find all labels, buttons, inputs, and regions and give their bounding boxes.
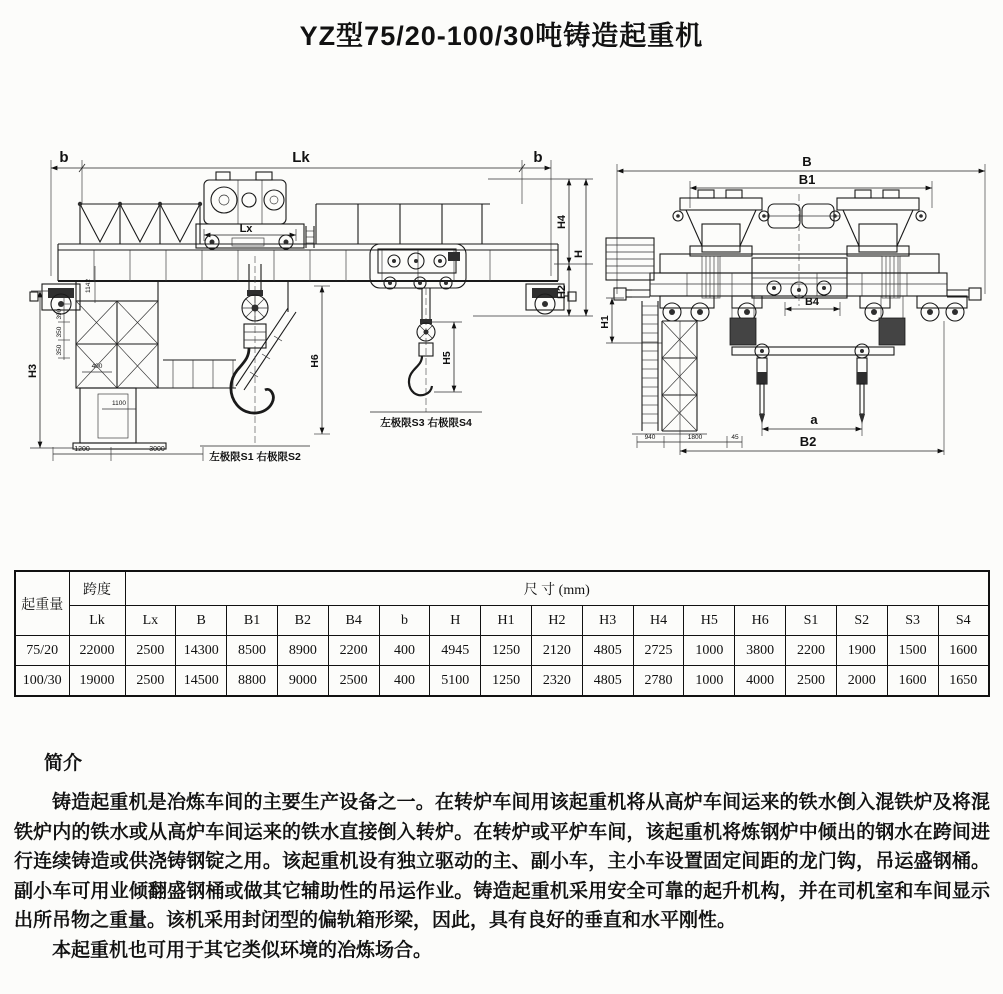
col-header-s1: S1 — [786, 606, 837, 636]
cell-value: 1650 — [938, 666, 989, 697]
dim-label-b-left: b — [59, 149, 69, 166]
cell-value: 8500 — [227, 636, 278, 666]
col-header-h3: H3 — [582, 606, 633, 636]
cell-value: 1500 — [887, 636, 938, 666]
col-header-h: H — [430, 606, 481, 636]
dim-label-400: 400 — [91, 363, 103, 370]
intro-paragraph-1: 铸造起重机是冶炼车间的主要生产设备之一。在转炉车间用该起重机将从高炉车间运来的铁水倒入混铁炉及将混铁炉内的铁水或从高炉车间运来的铁水直接倒入转炉。在转炉或平炉车间，该起重机将炼钢炉中倾出的钢水在跨间进行连续铸造或供浇铸钢锭之用。该起重机设有独立驱动的主、副小车，主小车设置固定间距的龙门钩，吊运盛钢桶。副小车可用业倾翻盛钢桶或做其它辅助性的吊运作业。铸造起重机采用安全可靠的起升机构，并在司机室和车间显示出所吊物之重量。该机采用封闭型的偏轨箱形梁，因此，具有良好的垂直和水平刚性。 — [14, 792, 990, 931]
cell-value: 2725 — [633, 636, 684, 666]
aux-hook-limit-label: 左极限S3 右极限S4 — [380, 417, 472, 429]
cell-value: 4805 — [582, 636, 633, 666]
col-header-b4: B4 — [328, 606, 379, 636]
dim-label-lx: Lx — [239, 223, 253, 235]
dim-label-350b: 350 — [56, 344, 63, 356]
cell-value: 8800 — [227, 666, 278, 697]
cell-value: 2120 — [532, 636, 583, 666]
cell-capacity: 100/30 — [15, 666, 69, 697]
dim-label-h4: H4 — [556, 214, 568, 230]
dim-label-a: a — [810, 412, 818, 427]
cell-value: 8900 — [277, 636, 328, 666]
col-header-lx: Lx — [125, 606, 176, 636]
dim-label-b4: B4 — [804, 296, 820, 308]
dim-label-b1: B1 — [798, 172, 816, 187]
cell-value: 1250 — [481, 636, 532, 666]
cell-value: 1900 — [836, 636, 887, 666]
dim-label-390: 390 — [56, 308, 63, 320]
dim-label-1200: 1200 — [74, 446, 90, 453]
cell-value: 2500 — [125, 666, 176, 697]
dim-label-940: 940 — [644, 434, 656, 441]
col-header-h1: H1 — [481, 606, 532, 636]
table-row — [15, 666, 989, 697]
dim-label-b-right: b — [533, 149, 543, 166]
cell-value: 1600 — [938, 636, 989, 666]
dim-label-h2: H2 — [556, 284, 568, 300]
dim-label-lk: Lk — [292, 149, 310, 166]
dim-label-h5: H5 — [441, 351, 453, 365]
col-header-h5: H5 — [684, 606, 735, 636]
col-header-s4: S4 — [938, 606, 989, 636]
cell-value: 2500 — [125, 636, 176, 666]
cell-value: 4805 — [582, 666, 633, 697]
cell-value: 1000 — [684, 636, 735, 666]
intro-section — [14, 748, 990, 965]
cell-value: 4945 — [430, 636, 481, 666]
col-header-dims-title: 尺 寸 (mm) — [125, 571, 989, 606]
dim-label-h6: H6 — [309, 354, 321, 368]
col-header-b: B — [176, 606, 227, 636]
table-body — [15, 636, 989, 697]
dim-label-1100: 1100 — [112, 400, 126, 407]
cell-value: 22000 — [69, 636, 125, 666]
cell-value: 5100 — [430, 666, 481, 697]
dim-label-h3: H3 — [27, 363, 39, 379]
dim-label-350a: 350 — [56, 326, 63, 338]
cell-value: 400 — [379, 636, 430, 666]
col-header-b: b — [379, 606, 430, 636]
intro-heading: 简介 — [44, 753, 83, 774]
cell-value: 400 — [379, 666, 430, 697]
col-header-span: 跨度 — [69, 571, 125, 606]
dim-label-1142: 1142 — [85, 279, 92, 293]
col-header-h4: H4 — [633, 606, 684, 636]
intro-paragraph-2: 本起重机也可用于其它类似环境的冶炼场合。 — [52, 939, 433, 961]
cell-value: 19000 — [69, 666, 125, 697]
dim-label-h1: H1 — [599, 315, 611, 329]
cell-value: 1000 — [684, 666, 735, 697]
table-header-row-1 — [15, 571, 989, 606]
dimension-table — [14, 570, 990, 697]
col-header-h6: H6 — [735, 606, 786, 636]
cell-value: 14500 — [176, 666, 227, 697]
dim-label-1800: 1800 — [687, 434, 703, 441]
dim-label-b: B — [802, 154, 812, 169]
table-dim-header-row — [15, 606, 989, 636]
col-header-lk: Lk — [69, 606, 125, 636]
cell-value: 2780 — [633, 666, 684, 697]
cell-value: 2500 — [328, 666, 379, 697]
crane-front-view-drawing — [18, 136, 603, 488]
col-header-capacity: 起重量 — [15, 571, 69, 636]
col-header-s3: S3 — [887, 606, 938, 636]
main-hook-limit-label: 左极限S1 右极限S2 — [209, 451, 301, 463]
cell-value: 14300 — [176, 636, 227, 666]
cell-value: 2500 — [786, 666, 837, 697]
col-header-h2: H2 — [532, 606, 583, 636]
cell-value: 2200 — [786, 636, 837, 666]
cell-value: 2320 — [532, 666, 583, 697]
dim-label-b2: B2 — [799, 434, 817, 449]
cell-value: 1250 — [481, 666, 532, 697]
dim-label-3000: 3000 — [149, 446, 165, 453]
dim-label-h: H — [573, 250, 585, 258]
cell-capacity: 75/20 — [15, 636, 69, 666]
cell-value: 3800 — [735, 636, 786, 666]
col-header-s2: S2 — [836, 606, 887, 636]
crane-side-view-drawing — [599, 146, 997, 491]
cell-value: 2000 — [836, 666, 887, 697]
col-header-b1: B1 — [227, 606, 278, 636]
dim-label-45: 45 — [731, 434, 739, 441]
cell-value: 1600 — [887, 666, 938, 697]
cell-value: 4000 — [735, 666, 786, 697]
cell-value: 9000 — [277, 666, 328, 697]
page-title: YZ型75/20-100/30吨铸造起重机 — [299, 21, 704, 51]
cell-value: 2200 — [328, 636, 379, 666]
table-row — [15, 636, 989, 666]
col-header-b2: B2 — [277, 606, 328, 636]
